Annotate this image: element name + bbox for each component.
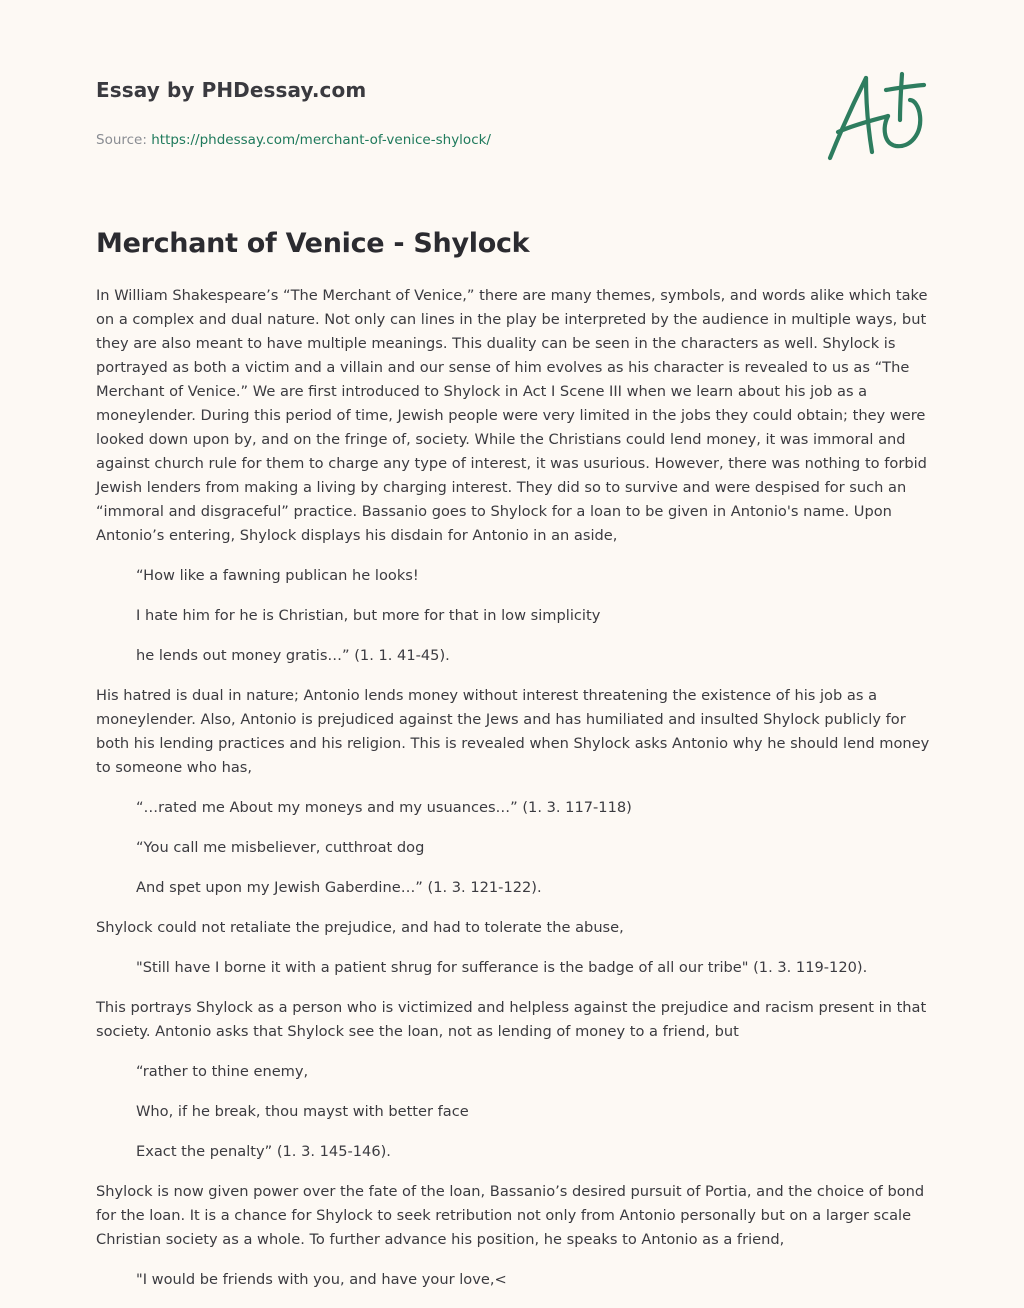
quoted-line: "Still have I borne it with a patient shrug for sufferance is the badge of all our tribe" (1. 3. 119-120). (136, 959, 868, 976)
quoted-line: Exact the penalty” (1. 3. 145-146). (136, 1143, 391, 1160)
essay-body (96, 284, 936, 1308)
quoted-line: “…rated me About my moneys and my usuances…” (1. 3. 117-118) (136, 799, 632, 816)
quoted-line: he lends out money gratis…” (1. 1. 41-45). (136, 647, 450, 664)
body-paragraph: In William Shakespeare’s “The Merchant of Venice,” there are many themes, symbols, and words alike which take on a complex and dual nature. Not only can lines in the play be interpreted by the audience in multiple ways, but they are also meant to have multiple meanings. This duality can be seen in the characters as well. Shylock is portrayed as both a victim and a villain and our sense of him evolves as his character is revealed to us as “The Merchant of Venice.” We are first introduced to Shylock in Act I Scene III when we learn about his job as a moneylender. During this period of time, Jewish people were very limited in the jobs they could obtain; they were looked down upon by, and on the fringe of, society. While the Christians could lend money, it was immoral and against church rule for them to charge any type of interest, it was usurious. However, there was nothing to forbid Jewish lenders from making a living by charging interest. They did so to survive and were despised for such an “immoral and disgraceful” practice. Bassanio goes to Shylock for a loan to be given in Antonio's name. Upon Antonio’s entering, Shylock displays his disdain for Antonio in an aside, (96, 287, 928, 544)
body-paragraph: This portrays Shylock as a person who is victimized and helpless against the prejudice and racism present in that society. Antonio asks that Shylock see the loan, not as lending of money to a friend, but (96, 999, 927, 1040)
source-link[interactable]: https://phdessay.com/merchant-of-venice-shylock/ (151, 132, 491, 148)
quoted-line: I hate him for he is Christian, but more for that in low simplicity (136, 607, 601, 624)
a-left-stroke (830, 78, 866, 158)
o-loop-stroke (885, 100, 920, 146)
a-plus-grade-logo-icon (822, 66, 932, 166)
body-paragraph: Shylock could not retaliate the prejudice, and had to tolerate the abuse, (96, 919, 624, 936)
a-plus-logo-svg (822, 66, 932, 166)
source-label: Source: (96, 132, 147, 148)
plus-horizontal-stroke (886, 85, 924, 90)
site-title: Essay by PHDessay.com (96, 78, 367, 102)
quoted-line: “How like a fawning publican he looks! (136, 567, 419, 584)
quoted-line: Who, if he break, thou mayst with better face (136, 1103, 469, 1120)
document-title: Merchant of Venice - Shylock (96, 228, 530, 259)
plus-vertical-stroke (900, 74, 902, 120)
quoted-line: And spet upon my Jewish Gaberdine…” (1. 3. 121-122). (136, 879, 542, 896)
source-line (96, 130, 796, 150)
body-paragraph: His hatred is dual in nature; Antonio lends money without interest threatening the existence of his job as a moneylender. Also, Antonio is prejudiced against the Jews and has humiliated and insulted Shylock publicly for both his lending practices and his religion. This is revealed when Shylock asks Antonio why he should lend money to someone who has, (96, 687, 930, 776)
quoted-line: “rather to thine enemy, (136, 1063, 309, 1080)
quoted-line: “You call me misbeliever, cutthroat dog (136, 839, 425, 856)
a-right-stroke (866, 78, 872, 152)
quoted-line: "I would be friends with you, and have your love,< (136, 1271, 507, 1288)
body-paragraph: Shylock is now given power over the fate of the loan, Bassanio’s desired pursuit of Portia, and the choice of bond for the loan. It is a chance for Shylock to seek retribution not only from Antonio personally but on a larger scale Christian society as a whole. To further advance his position, he speaks to Antonio as a friend, (96, 1183, 925, 1248)
page-header (96, 76, 796, 150)
